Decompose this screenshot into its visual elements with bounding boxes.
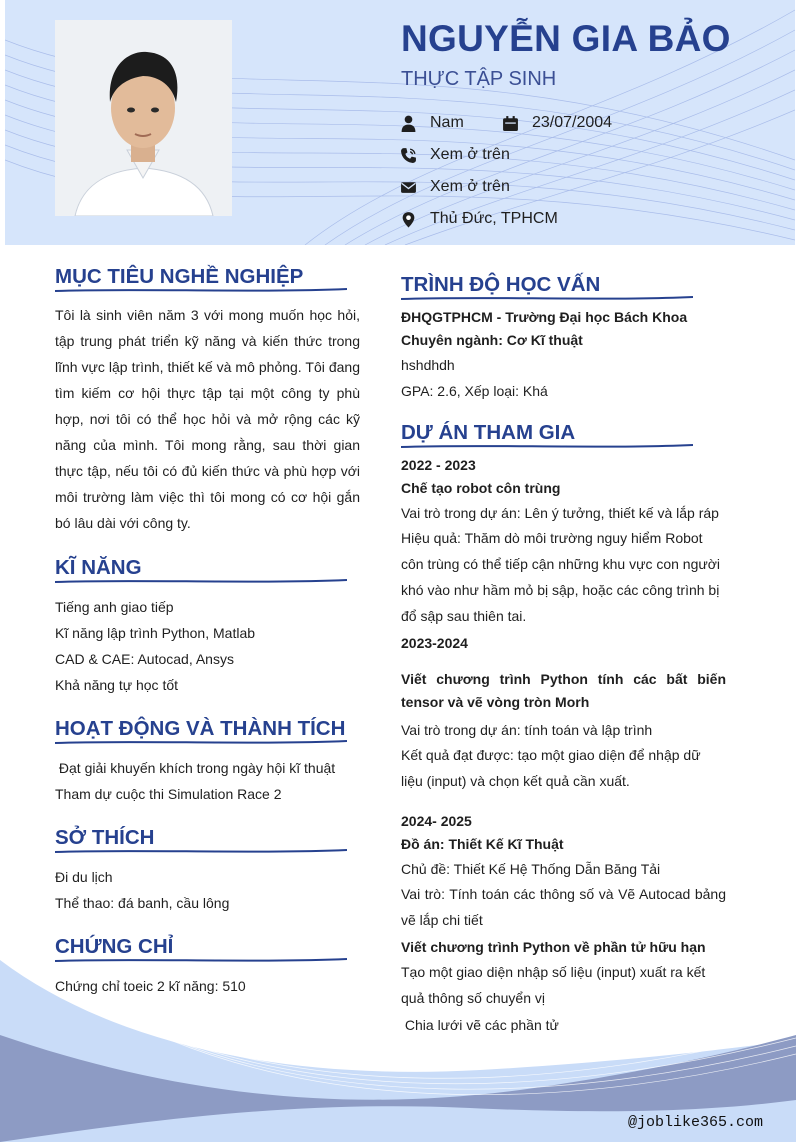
project-name-2: Viết chương trình Python về phần tử hữu hạn xyxy=(401,939,706,955)
birthdate-info xyxy=(502,114,612,132)
education-title: TRÌNH ĐỘ HỌC VẤN xyxy=(401,273,601,296)
activity-item: Tham dự cuộc thi Simulation Race 2 xyxy=(55,786,282,802)
skill-item: Tiếng anh giao tiếp xyxy=(55,599,174,615)
project-period: 2024- 2025 xyxy=(401,813,472,829)
project-role: Vai trò: Tính toán các thông số và Vẽ Autocad bảng vẽ lắp chi tiết xyxy=(401,886,726,928)
certificates-title: CHỨNG CHỈ xyxy=(55,935,174,958)
project-description: Tạo một giao diện nhập số liệu (input) xuất ra kết quả thông số chuyển vị xyxy=(401,964,706,1006)
gender-text: Nam xyxy=(430,114,464,131)
calendar-icon xyxy=(502,115,519,132)
activities-title: HOẠT ĐỘNG VÀ THÀNH TÍCH xyxy=(55,717,346,740)
skill-item: Khả năng tự học tốt xyxy=(55,677,179,693)
address-info xyxy=(400,210,558,228)
phone-info xyxy=(400,146,510,164)
activities-underline xyxy=(55,739,347,745)
hobby-item: Thể thao: đá banh, cầu lông xyxy=(55,895,230,911)
education-gpa: GPA: 2.6, Xếp loại: Khá xyxy=(401,383,548,399)
gender-info xyxy=(400,114,464,132)
projects-underline xyxy=(401,443,693,449)
project-role: Vai trò trong dự án: Lên ý tưởng, thiết kế và lắp ráp xyxy=(401,505,719,521)
skill-item: Kĩ năng lập trình Python, Matlab xyxy=(55,625,256,641)
certificate-item: Chứng chỉ toeic 2 kĩ năng: 510 xyxy=(55,978,246,994)
project-name: Viết chương trình Python tính các bất biến tensor và vẽ vòng tròn Morh xyxy=(401,671,726,710)
objective-title: MỤC TIÊU NGHỀ NGHIỆP xyxy=(55,265,304,288)
skills-title: KĨ NĂNG xyxy=(55,556,142,579)
project-topic: Chủ đề: Thiết Kế Hệ Thống Dẫn Băng Tải xyxy=(401,861,661,877)
project-period: 2023-2024 xyxy=(401,635,468,651)
email-text: Xem ở trên xyxy=(430,178,510,195)
education-note: hshdhdh xyxy=(401,357,455,373)
birthdate-text: 23/07/2004 xyxy=(532,114,613,131)
watermark: @joblike365.com xyxy=(628,1114,764,1131)
profile-photo xyxy=(55,20,232,216)
activity-item: Đạt giải khuyến khích trong ngày hội kĩ thuật xyxy=(55,760,336,776)
education-underline xyxy=(401,295,693,301)
profile-photo-illustration xyxy=(55,20,232,216)
person-icon xyxy=(400,115,417,132)
project-result: Kết quả đạt được: tạo một giao diện để nhập dữ liệu (input) và chọn kết quả cần xuất. xyxy=(401,747,701,789)
project-name: Đồ án: Thiết Kế Kĩ Thuật xyxy=(401,836,564,852)
hobbies-title: SỞ THÍCH xyxy=(55,826,155,849)
project-description-2: Chia lưới vẽ các phần tử xyxy=(401,1017,559,1033)
project-name: Chế tạo robot côn trùng xyxy=(401,480,561,496)
education-school: ĐHQGTPHCM - Trường Đại học Bách Khoa xyxy=(401,309,688,325)
envelope-icon xyxy=(400,179,417,196)
certificates-underline xyxy=(55,957,347,963)
phone-icon xyxy=(400,147,417,164)
phone-text: Xem ở trên xyxy=(430,146,510,163)
projects-title: DỰ ÁN THAM GIA xyxy=(401,421,576,444)
project-role: Vai trò trong dự án: tính toán và lập trình xyxy=(401,722,653,738)
email-info xyxy=(400,178,510,196)
address-text: Thủ Đức, TPHCM xyxy=(430,210,558,227)
hobbies-underline xyxy=(55,848,347,854)
objective-underline xyxy=(55,287,347,293)
project-period: 2022 - 2023 xyxy=(401,457,476,473)
objective-text: Tôi là sinh viên năm 3 với mong muốn học hỏi, tập trung phát triển kỹ năng và kiến thức trong lĩnh vực lập trình, thiết kế và mô phỏng. Tôi đang tìm kiếm cơ hội thực tập tại một công ty phù hợp, nơi tôi có thể học hỏi và mở rộng các kỹ năng của mình. Tôi mong rằng, sau thời gian thực tập, nếu tôi có đủ kiến thức và phù hợp với môi trường làm việc thì tôi mong có cơ hội gắn bó lâu dài với công ty. xyxy=(55,307,360,531)
skills-underline xyxy=(55,578,347,584)
location-pin-icon xyxy=(400,211,417,228)
hobby-item: Đi du lịch xyxy=(55,869,113,885)
education-major: Chuyên ngành: Cơ Kĩ thuật xyxy=(401,332,583,348)
project-result: Hiệu quả: Thăm dò môi trường nguy hiểm Robot côn trùng có thể tiếp cận những khu vực con người khó vào như hầm mỏ bị sập, hoặc các công trình bị đổ sập sau thiên tai. xyxy=(401,530,721,624)
skill-item: CAD & CAE: Autocad, Ansys xyxy=(55,651,234,667)
candidate-role: THỰC TẬP SINH xyxy=(401,68,557,90)
candidate-name: NGUYỄN GIA BẢO xyxy=(401,18,731,59)
